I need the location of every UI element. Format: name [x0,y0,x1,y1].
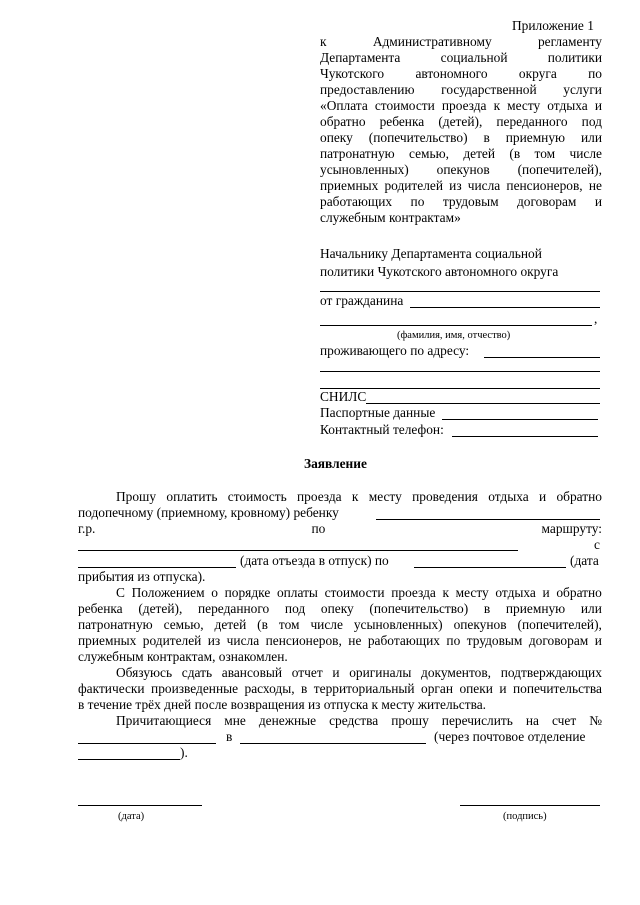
address-label: проживающего по адресу: [320,343,470,358]
appendix-word: округа [518,66,557,81]
word: орган [421,681,453,696]
appendix-word: месту [507,98,541,113]
date-field[interactable] [78,805,202,806]
word: проведения [412,489,478,504]
word: № [589,713,602,728]
word: по [311,521,326,536]
word: о [211,585,218,600]
appendix-word: проезда [441,98,487,113]
appendix-word: опекунов [436,162,490,177]
word: обратно [556,489,602,504]
appendix-word: пенсионеров, [506,178,583,193]
p1-line-2: подопечному (приемному, кровному) ребенку [78,505,339,520]
word: ребенка [78,601,123,616]
appendix-word: Чукотского [320,66,385,81]
word: территориальный [313,681,415,696]
p1-line-3 [78,521,602,537]
word: числа [226,633,260,648]
p1-line-5-end: (дата [570,553,599,568]
word: приемных [78,633,137,648]
word: по [446,633,461,648]
word: денежные [258,713,317,728]
word: С [116,585,125,600]
appendix-line [320,66,602,82]
word: и [542,585,550,600]
word: счет [551,713,577,728]
appendix-word: (попечительство) [368,130,468,145]
appendix-word: по [588,66,602,81]
comma: , [594,311,598,326]
word: оплатить [166,489,218,504]
word: семью, [163,617,204,632]
applicant-name-field-2[interactable] [320,325,592,326]
word: детей [214,617,247,632]
word: мне [224,713,246,728]
appendix-word: числе [569,146,602,161]
appendix-word: по [410,194,425,209]
appendix-word: приемную [505,130,566,145]
applicant-name-field[interactable] [410,307,600,308]
p4-line-3-end: ). [180,745,188,760]
bank-field[interactable] [240,743,426,744]
appendix-word: ребенка [379,114,425,129]
appendix-word: (в [509,146,521,161]
word: порядке [224,585,271,600]
appendix-word: том [534,146,556,161]
appendix-word: автономного [415,66,488,81]
appendix-word: социальной [440,50,508,65]
appendix-word: отдыха [547,98,588,113]
word: и [539,489,547,504]
word: оплаты [276,585,318,600]
appendix-word: под [581,114,602,129]
appendix-word: Департамента [320,50,401,65]
word: проезда [296,489,342,504]
word: и [332,665,340,680]
appendix-word: государственной [441,82,537,97]
appendix-line [320,194,602,210]
appendix-word: усыновленных) [320,162,409,177]
p4-line-2-end: (через почтовое отделение [434,729,586,744]
word: Положением [131,585,205,600]
appendix-word: к [493,98,501,113]
appendix-word: в [483,130,490,145]
addressee-line-2: политики Чукотского автономного округа [320,264,559,279]
appendix-line [320,162,602,178]
fio-caption: (фамилия, имя, отчество) [397,330,511,341]
appendix-word: детей [463,146,496,161]
passport-field[interactable] [442,419,598,420]
p1-line-4-end: с [594,537,600,552]
word: оригиналы [349,665,412,680]
word: опекунов [453,617,507,632]
appendix-word: работающих [320,194,393,209]
word: отдыха [488,489,529,504]
word: опеку [320,601,354,616]
appendix-word: (попечителей), [517,162,602,177]
phone-field[interactable] [452,436,598,437]
passport-label: Паспортные данные [320,405,436,420]
word: средства [329,713,379,728]
signature-field[interactable] [460,805,600,806]
word: проезда [391,585,436,600]
word: сдать [181,665,213,680]
appendix-word: стоимости [374,98,435,113]
word: в [483,601,491,616]
appendix-word: политики [547,50,602,65]
phone-label: Контактный телефон: [320,422,444,437]
word: маршруту: [541,521,602,536]
word: усыновленных) [353,617,443,632]
appendix-word: договорам [516,194,577,209]
appendix-word: или [580,130,602,145]
appendix-line [320,98,602,114]
p4-line-1 [116,713,602,729]
p2-line-4 [78,633,602,649]
word: обратно [556,585,602,600]
appendix-line [320,178,602,194]
word: (попечителей), [517,617,602,632]
word: или [580,601,602,616]
appendix-word: (детей), [438,114,483,129]
appendix-line [320,50,602,66]
word: Обязуюсь [116,665,173,680]
word: и [594,633,602,648]
p3-line-3: в течение трёх дней после возвращения из отпуска к месту жительства. [78,697,487,712]
snils-field[interactable] [366,403,600,404]
word: Прошу [116,489,157,504]
appendix-line [320,34,602,50]
appendix-word: приемных [320,178,379,193]
signature-caption: (подпись) [503,811,547,822]
appendix-word: не [588,178,602,193]
word: к [351,489,359,504]
appendix-word: трудовым [442,194,499,209]
snils-label: СНИЛС [320,389,367,404]
appendix-word: числа [467,178,501,193]
appendix-line [320,82,602,98]
word: не [348,633,362,648]
word: (попечительство) [369,601,469,616]
word: отдыха [495,585,536,600]
appendix-line [320,130,602,146]
departure-date-field[interactable] [78,567,236,568]
word: под [284,601,306,616]
statement-title: Заявление [304,456,367,471]
p1-line-5-mid: (дата отъезда в отпуск) по [240,553,389,568]
word: том [278,617,300,632]
p1-line-6: прибытия из отпуска). [78,569,206,584]
p2-line-3 [78,617,602,633]
p4-line-2-in: в [226,729,233,744]
appendix-title: Приложение 1 [512,18,594,33]
appendix-word: обратно [320,114,366,129]
child-name-field[interactable] [376,519,600,520]
word: расходы, [244,681,295,696]
word: (в [257,617,268,632]
appendix-word: патронатную [320,146,395,161]
word: в [301,681,308,696]
appendix-line [320,146,602,162]
word: работающих [367,633,440,648]
word: пенсионеров, [265,633,342,648]
word: и [499,681,507,696]
appendix-word: родителей [384,178,444,193]
word: авансовый [221,665,283,680]
appendix-word: и [594,98,602,113]
p3-line-2 [78,681,602,697]
appendix-word: к [320,34,327,49]
word: стоимости [324,585,385,600]
address-field[interactable] [484,357,600,358]
word: подтверждающих [500,665,602,680]
word: перечислить [441,713,513,728]
appendix-word: опеку [320,130,353,145]
word: месту [368,489,402,504]
p2-line-5: служебным контрактам, ознакомлен. [78,649,288,664]
p3-line-1 [116,665,602,681]
word: трудовым [466,633,523,648]
word: документов, [421,665,492,680]
appendix-word: предоставлению [320,82,415,97]
p1-line-1 [116,489,602,505]
from-label: от гражданина [320,293,404,308]
word: г.р. [78,521,96,536]
word: опеки [459,681,493,696]
p2-line-1 [116,585,602,601]
word: фактически [78,681,145,696]
word: месту [455,585,489,600]
arrival-date-field[interactable] [414,567,566,568]
word: на [525,713,539,728]
word: из [207,633,221,648]
word: произведенные [151,681,239,696]
appendix-word: переданного [496,114,568,129]
appendix-word: Административному [372,34,492,49]
appendix-word: семью, [409,146,449,161]
appendix-last-line: служебным контрактам» [320,210,461,225]
appendix-word: регламенту [537,34,602,49]
word: (детей), [138,601,183,616]
appendix-word: услуги [563,82,602,97]
p2-line-2 [78,601,602,617]
word: отчет [291,665,323,680]
word: попечительства [512,681,602,696]
word: прошу [391,713,429,728]
word: приемную [505,601,566,616]
account-field[interactable] [78,743,216,744]
appendix-word: «Оплата [320,98,368,113]
appendix-word: и [594,194,602,209]
post-office-field[interactable] [78,759,180,760]
word: переданного [198,601,270,616]
route-field[interactable] [78,550,518,551]
appendix-word: из [449,178,462,193]
word: к [442,585,450,600]
word: стоимость [227,489,287,504]
address-field-2[interactable] [320,371,600,372]
date-caption: (дата) [118,811,145,822]
appendix-line [320,114,602,130]
word: патронатную [78,617,153,632]
addressee-line-1: Начальнику Департамента социальной [320,246,542,261]
word: числе [310,617,343,632]
blank-line-addressee[interactable] [320,291,600,292]
word: договорам [528,633,589,648]
word: родителей [142,633,202,648]
word: Причитающиеся [116,713,212,728]
